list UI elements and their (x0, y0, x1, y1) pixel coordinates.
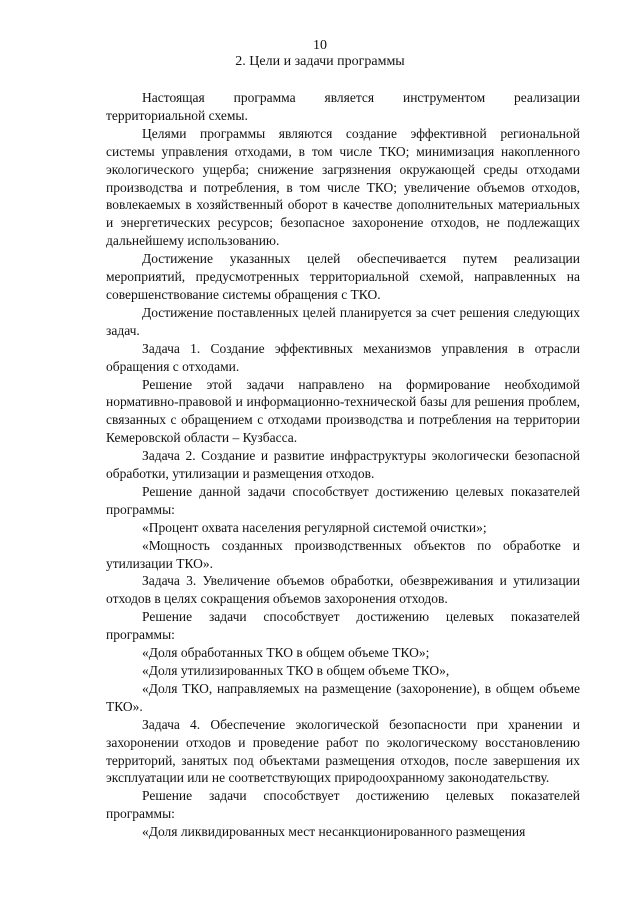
paragraph-goals: Целями программы являются создание эффективной региональной системы управления отходами, в том числе ТКО; минимизация накопленного экологического ущерба; снижение загрязнения окружающей среды отходами производства и потребления, в том числе ТКО; увеличение объемов отходов, вовлекаемых в хозяйственный оборот в качестве дополнительных материальных и энергетических ресурсов; безопасное захоронение отходов, не подлежащих дальнейшему использованию. (106, 125, 580, 249)
paragraph-task-2-solution: Решение данной задачи способствует достижению целевых показателей программы: (106, 483, 580, 517)
indicator-facility-capacity: «Мощность созданных производственных объектов по обработке и утилизации ТКО». (106, 537, 580, 571)
paragraph-task-4-solution: Решение задачи способствует достижению целевых показателей программы: (106, 788, 580, 822)
paragraph-intro: Настоящая программа является инструментом реализации территориальной схемы. (106, 90, 580, 123)
paragraph-tasks-lead: Достижение поставленных целей планируется за счет решения следующих задач. (106, 304, 580, 338)
paragraph-task-3: Задача 3. Увеличение объемов обработки, обезвреживания и утилизации отходов в целях сокращения объемов захоронения отходов. (106, 573, 580, 607)
paragraph-task-1: Задача 1. Создание эффективных механизмов управления в отрасли обращения с отходами. (106, 340, 580, 374)
indicator-eliminated-sites: «Доля ликвидированных мест несанкционированного размещения (142, 824, 526, 840)
paragraph-task-3-solution: Решение задачи способствует достижению целевых показателей программы: (106, 609, 580, 643)
indicator-utilized-share: «Доля утилизированных ТКО в общем объеме ТКО», (142, 663, 450, 678)
page-number: 10 (313, 38, 327, 53)
indicator-processed-share: «Доля обработанных ТКО в общем объеме ТКО»; (142, 645, 430, 661)
indicator-population-coverage: «Процент охвата населения регулярной системой очистки»; (142, 519, 487, 535)
indicator-landfill-share: «Доля ТКО, направляемых на размещение (захоронение), в общем объеме ТКО». (106, 680, 580, 714)
paragraph-task-4: Задача 4. Обеспечение экологической безопасности при хранении и захоронении отходов и проведение работ по экологическому восстановлению территорий, занятых под объектами размещения отходов, после завершения их эксплуатации или не соответствующих природоохранному законодательству. (106, 716, 580, 786)
paragraph-task-2: Задача 2. Создание и развитие инфраструктуры экологически безопасной обработки, утилизации и размещения отходов. (106, 448, 580, 482)
document-body (106, 89, 580, 841)
paragraph-task-1-solution: Решение этой задачи направлено на формирование необходимой нормативно-правовой и информационно-технической базы для решения проблем, связанных с обращением с отходами производства и потребления на территории Кемеровской области – Кузбасса. (106, 376, 580, 446)
section-title: 2. Цели и задачи программы (235, 54, 405, 69)
paragraph-achievement: Достижение указанных целей обеспечивается путем реализации мероприятий, предусмотренных территориальной схемой, направленных на совершенствование системы обращения с ТКО. (106, 251, 580, 302)
